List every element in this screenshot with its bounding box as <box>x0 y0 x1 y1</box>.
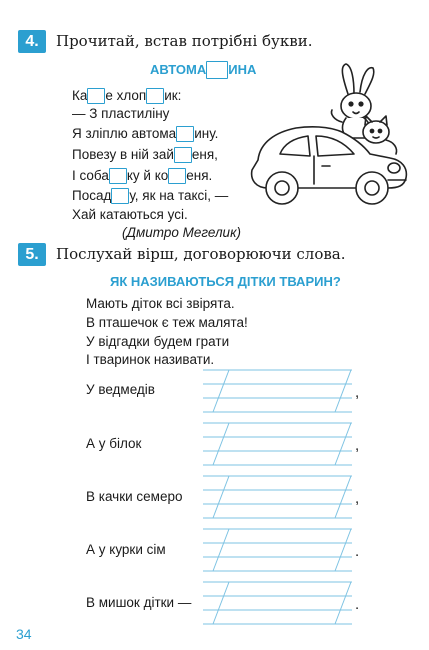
text: І соба <box>72 168 109 183</box>
writing-line-group-5[interactable] <box>203 582 352 624</box>
writing-line-group-1[interactable] <box>203 370 352 412</box>
title-start: АВТОМА <box>150 62 207 77</box>
poem-line-2: В пташечок є теж малята! <box>86 315 248 330</box>
text: е хлоп <box>105 88 147 103</box>
text: Посад <box>72 188 112 203</box>
answer-row-label-2: А у білок <box>86 436 142 451</box>
text: Ка <box>72 88 88 103</box>
answer-row-end-4: . <box>355 543 360 560</box>
poem-line-4: І тваринок називати. <box>86 352 215 367</box>
text: еня. <box>186 168 213 183</box>
poem-line-2: — З пластиліну <box>72 106 170 121</box>
answer-row-end-5: . <box>355 596 360 613</box>
poem-author: (Дмитро Мегелик) <box>122 225 241 240</box>
answer-row-label-4: А у курки сім <box>86 542 166 557</box>
task-5-poem-title: ЯК НАЗИВАЮТЬСЯ ДІТКИ ТВАРИН? <box>110 274 341 289</box>
title-end: ИНА <box>228 62 257 77</box>
answer-row-label-3: В качки семеро <box>86 489 183 504</box>
answer-row-label-5: В мишок дітки — <box>86 595 192 610</box>
text: еня, <box>191 147 218 162</box>
task-4-number-badge: 4. <box>18 30 46 53</box>
poem-line-3: У відгадки будем грати <box>86 334 230 349</box>
text: Повезу в ній зай <box>72 147 174 162</box>
text: у, як на таксі, — <box>129 188 229 203</box>
task-5-instruction: Послухай вірш, договорюючи слова. <box>56 245 346 263</box>
text: Я зліплю автома <box>72 126 177 141</box>
answer-row-end-3: , <box>355 490 360 507</box>
text: ик: <box>164 88 182 103</box>
poem-line-1: Мають діток всі звірята. <box>86 296 235 311</box>
task-4-instruction: Прочитай, встав потрібні букви. <box>56 32 313 50</box>
writing-line-group-4[interactable] <box>203 529 352 571</box>
answer-row-label-1: У ведмедів <box>86 382 155 397</box>
text: ку й ко <box>126 168 169 183</box>
writing-line-group-2[interactable] <box>203 423 352 465</box>
answer-row-end-2: , <box>355 437 360 454</box>
task-5-number-badge: 5. <box>18 243 46 266</box>
page-number: 34 <box>16 626 32 642</box>
poem-line-7: Хай катаються усі. <box>72 207 188 222</box>
writing-line-group-3[interactable] <box>203 476 352 518</box>
text: ину. <box>194 126 219 141</box>
answer-row-end-1: , <box>355 384 360 401</box>
